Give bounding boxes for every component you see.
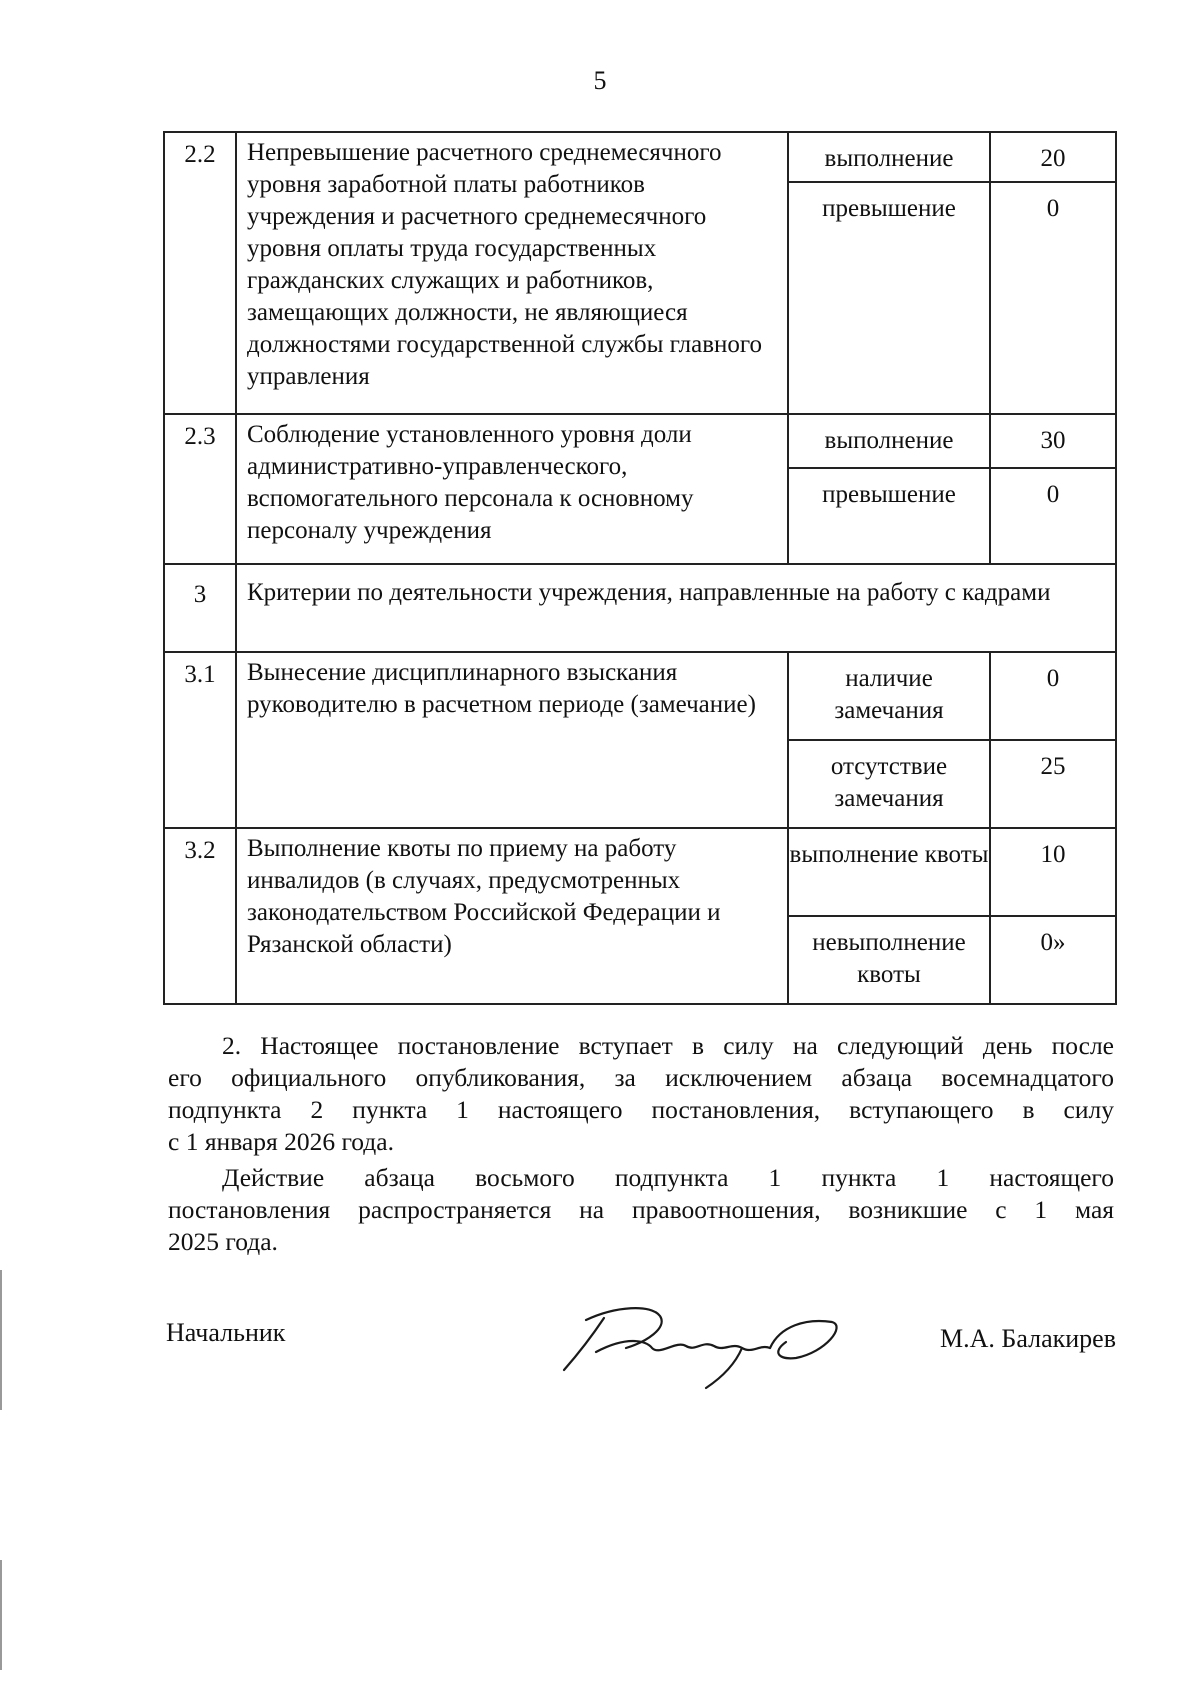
score-cell: 30 xyxy=(990,414,1116,468)
table-row xyxy=(164,132,1116,182)
paragraph-line: его официального опубликования, за исключением абзаца восемнадцатого xyxy=(168,1063,1114,1092)
score-cell: 25 xyxy=(990,740,1116,828)
condition-cell: невыполнение квоты xyxy=(788,916,990,1004)
score-cell: 0 xyxy=(990,468,1116,564)
row-number: 3 xyxy=(164,564,236,652)
paragraph-line: Действие абзаца восьмого подпункта 1 пункта 1 настоящего xyxy=(222,1163,1114,1192)
signatory-title: Начальник xyxy=(166,1318,286,1347)
table-row xyxy=(164,564,1116,652)
paragraph-line: с 1 января 2026 года. xyxy=(168,1127,394,1156)
criteria-table xyxy=(163,131,1117,1005)
table-row xyxy=(164,652,1116,740)
row-description: Вынесение дисциплинарного взыскания руководителю в расчетном периоде (замечание) xyxy=(236,652,788,828)
handwritten-signature xyxy=(556,1296,846,1396)
row-description: Выполнение квоты по приему на работу инвалидов (в случаях, предусмотренных законодательством Российской Федерации и Рязанской области) xyxy=(236,828,788,1004)
row-number: 2.3 xyxy=(164,414,236,564)
row-description: Соблюдение установленного уровня доли административно-управленческого, вспомогательного персонала к основному персоналу учреждения xyxy=(236,414,788,564)
score-cell: 10 xyxy=(990,828,1116,916)
score-cell: 0 xyxy=(990,652,1116,740)
scan-edge-mark xyxy=(0,1560,2,1670)
row-description: Непревышение расчетного среднемесячного уровня заработной платы работников учреждения и расчетного среднемесячного уровня оплаты труда государственных гражданских служащих и работников, замещающих должности, не являющиеся должностями государственной службы главного управления xyxy=(236,132,788,414)
score-cell: 0» xyxy=(990,916,1116,1004)
scan-edge-mark xyxy=(0,1270,2,1410)
score-cell: 0 xyxy=(990,182,1116,414)
condition-cell: выполнение xyxy=(788,132,990,182)
condition-cell: превышение xyxy=(788,468,990,564)
section-heading: Критерии по деятельности учреждения, направленные на работу с кадрами xyxy=(236,564,1116,652)
condition-cell: выполнение квоты xyxy=(788,828,990,916)
page-number: 5 xyxy=(593,66,607,95)
condition-cell: наличие замечания xyxy=(788,652,990,740)
paragraph-line: подпункта 2 пункта 1 настоящего постановления, вступающего в силу xyxy=(168,1095,1114,1124)
condition-cell: выполнение xyxy=(788,414,990,468)
score-cell: 20 xyxy=(990,132,1116,182)
condition-cell: отсутствие замечания xyxy=(788,740,990,828)
row-number: 3.2 xyxy=(164,828,236,1004)
retroactive-paragraph xyxy=(168,1162,1114,1258)
paragraph-line: постановления распространяется на правоотношения, возникшие с 1 мая xyxy=(168,1195,1114,1224)
table-row xyxy=(164,828,1116,916)
row-number: 3.1 xyxy=(164,652,236,828)
paragraph-line: 2. Настоящее постановление вступает в силу на следующий день после xyxy=(222,1031,1114,1060)
signatory-name: М.А. Балакирев xyxy=(940,1324,1116,1353)
paragraph-line: 2025 года. xyxy=(168,1227,278,1256)
table-row xyxy=(164,414,1116,468)
condition-cell: превышение xyxy=(788,182,990,414)
row-number: 2.2 xyxy=(164,132,236,414)
effective-date-paragraph xyxy=(168,1030,1114,1158)
